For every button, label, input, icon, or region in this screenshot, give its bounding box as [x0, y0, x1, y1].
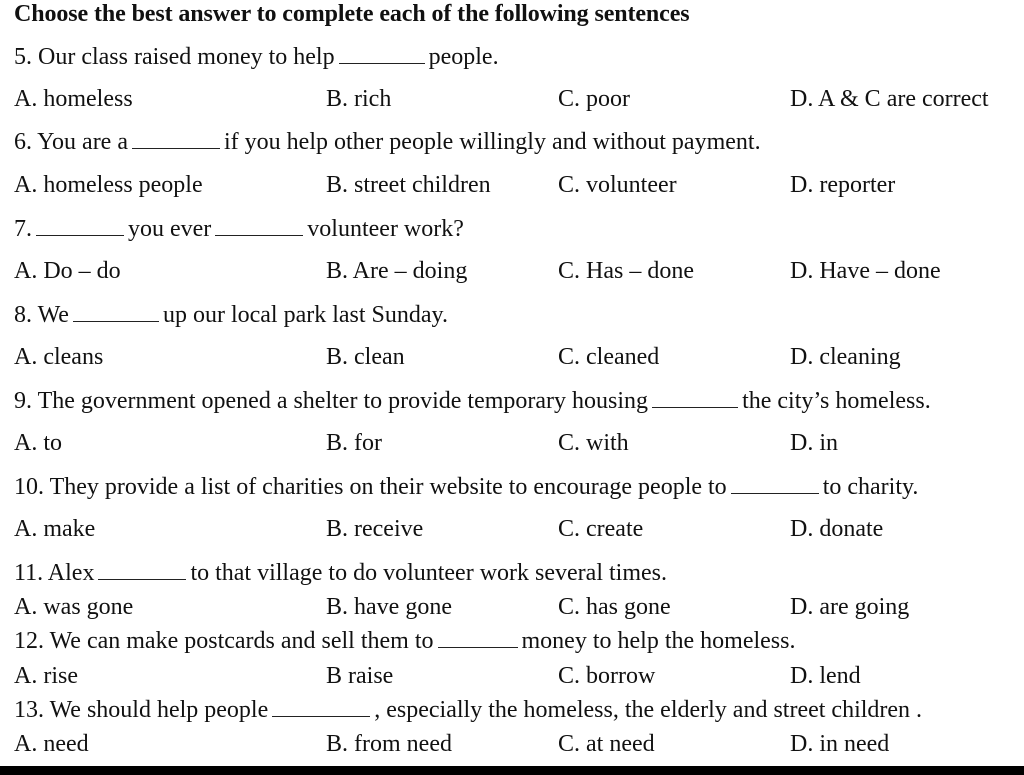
question-text: 6. You are a	[14, 129, 128, 155]
option-a: A. homeless people	[14, 172, 203, 198]
question-12	[14, 626, 795, 656]
answer-blank	[132, 128, 220, 149]
question-text: 11. Alex	[14, 560, 95, 586]
option-c: C. borrow	[558, 663, 656, 689]
option-d: D. reporter	[790, 172, 896, 198]
option-c: C. Has – done	[558, 258, 694, 284]
instruction-heading: Choose the best answer to complete each of the following sentences	[14, 1, 690, 27]
option-c: C. has gone	[558, 594, 671, 620]
answer-blank	[36, 215, 124, 236]
question-text: 8. We	[14, 302, 69, 328]
option-c: C. with	[558, 430, 629, 456]
question-11	[14, 558, 667, 588]
option-b: B. for	[326, 430, 382, 456]
question-7	[14, 214, 464, 244]
question-8	[14, 300, 448, 330]
question-text: you ever	[128, 216, 212, 242]
answer-blank	[272, 696, 370, 717]
option-c: C. poor	[558, 86, 630, 112]
question-text: 13. We should help people	[14, 697, 269, 723]
bottom-border	[0, 766, 1024, 775]
option-a: A. need	[14, 731, 89, 757]
answer-blank	[438, 627, 518, 648]
option-a: A. homeless	[14, 86, 133, 112]
option-a: A. Do – do	[14, 258, 121, 284]
question-13	[14, 695, 922, 725]
option-a: A. cleans	[14, 344, 104, 370]
question-text: the city’s homeless.	[742, 388, 931, 414]
question-text: 5. Our class raised money to help	[14, 44, 335, 70]
question-text: 12. We can make postcards and sell them to	[14, 628, 434, 654]
option-b: B. from need	[326, 731, 452, 757]
option-c: C. at need	[558, 731, 655, 757]
option-b: B. receive	[326, 516, 424, 542]
option-c: C. cleaned	[558, 344, 660, 370]
question-9	[14, 386, 931, 416]
question-text: up our local park last Sunday.	[162, 302, 448, 328]
option-d: D. in need	[790, 731, 890, 757]
question-text: 10. They provide a list of charities on their website to encourage people to	[14, 474, 727, 500]
option-d: D. Have – done	[790, 258, 941, 284]
option-a: A. was gone	[14, 594, 134, 620]
answer-blank	[339, 43, 425, 64]
question-text: money to help the homeless.	[521, 628, 796, 654]
question-text: to charity.	[822, 474, 919, 500]
question-text: to that village to do volunteer work several times.	[190, 560, 667, 586]
option-a: A. rise	[14, 663, 78, 689]
option-d: D. cleaning	[790, 344, 901, 370]
answer-blank	[652, 387, 738, 408]
option-a: A. to	[14, 430, 62, 456]
option-d: D. A & C are correct	[790, 86, 989, 112]
option-d: D. are going	[790, 594, 910, 620]
answer-blank	[731, 473, 819, 494]
question-text: if you help other people willingly and without payment.	[224, 129, 761, 155]
question-text: people.	[428, 44, 499, 70]
option-c: C. create	[558, 516, 644, 542]
answer-blank	[73, 301, 159, 322]
option-c: C. volunteer	[558, 172, 677, 198]
question-text: 9. The government opened a shelter to provide temporary housing	[14, 388, 649, 414]
answer-blank	[98, 559, 186, 580]
option-b: B. Are – doing	[326, 258, 468, 284]
option-b: B raise	[326, 663, 394, 689]
question-6	[14, 127, 761, 157]
answer-blank	[215, 215, 303, 236]
question-text: 7.	[14, 216, 32, 242]
question-5	[14, 42, 499, 72]
option-d: D. lend	[790, 663, 861, 689]
option-b: B. rich	[326, 86, 392, 112]
question-text: , especially the homeless, the elderly and street children .	[374, 697, 923, 723]
question-10	[14, 472, 918, 502]
option-d: D. in	[790, 430, 838, 456]
option-b: B. clean	[326, 344, 405, 370]
option-b: B. street children	[326, 172, 491, 198]
option-b: B. have gone	[326, 594, 452, 620]
option-a: A. make	[14, 516, 96, 542]
question-text: volunteer work?	[307, 216, 464, 242]
option-d: D. donate	[790, 516, 884, 542]
